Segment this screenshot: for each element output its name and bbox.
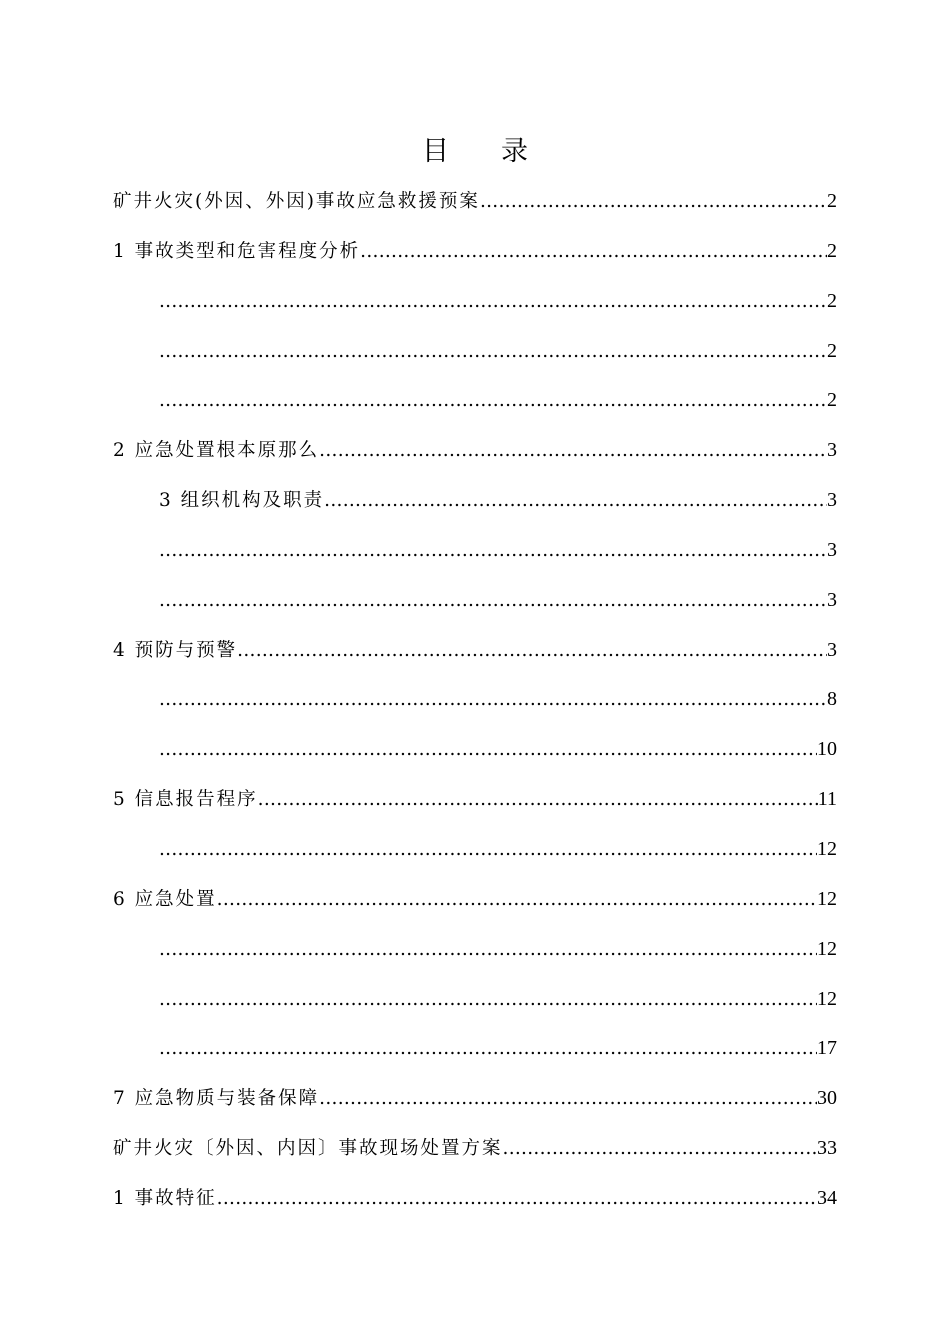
- toc-entry-label: 5 信息报告程序: [113, 789, 258, 811]
- toc-entry-page: 30: [817, 1087, 837, 1110]
- toc-dot-leader: [159, 682, 827, 718]
- toc-entry-label: 矿井火灾(外因、外因)事故应急救援预案: [113, 191, 480, 212]
- toc-entry-label: 7 应急物质与装备保障: [113, 1088, 320, 1110]
- toc-dot-leader: [159, 982, 817, 1018]
- toc-entry-page: 8: [827, 688, 837, 711]
- toc-entry[interactable]: [113, 432, 837, 482]
- toc-entry-page: 2: [827, 239, 837, 262]
- toc-entry-page: 3: [827, 538, 837, 561]
- toc-entry[interactable]: [113, 831, 837, 881]
- toc-entry-page: 12: [817, 887, 837, 910]
- toc-dot-leader: [217, 882, 817, 918]
- toc-entry-page: 3: [827, 638, 837, 661]
- toc-entry-page: 10: [817, 738, 837, 761]
- toc-dot-leader: [159, 1031, 817, 1067]
- toc-dot-leader: [237, 633, 827, 669]
- toc-entry[interactable]: [113, 632, 837, 682]
- toc-entry-page: 11: [817, 788, 837, 811]
- toc-dot-leader: [159, 334, 827, 370]
- toc-dot-leader: [159, 832, 817, 868]
- toc-entry-label: 4 预防与预警: [113, 639, 238, 661]
- toc-entry-label: 6 应急处置: [113, 888, 217, 910]
- toc-entry[interactable]: [113, 333, 837, 383]
- toc-entry-page: 12: [817, 937, 837, 960]
- toc-list: [113, 183, 837, 1230]
- toc-entry-label: 3 组织机构及职责: [159, 490, 325, 512]
- toc-entry-page: 2: [827, 190, 837, 212]
- toc-entry-page: 12: [817, 987, 837, 1010]
- toc-entry[interactable]: [113, 881, 837, 931]
- toc-entry-page: 3: [827, 489, 837, 512]
- toc-entry[interactable]: [113, 731, 837, 781]
- toc-dot-leader: [480, 184, 827, 220]
- toc-entry-page: 33: [817, 1137, 837, 1160]
- toc-dot-leader: [319, 433, 827, 469]
- toc-entry[interactable]: [113, 1130, 837, 1180]
- toc-entry[interactable]: [113, 382, 837, 432]
- toc-entry-page: 2: [827, 289, 837, 312]
- toc-dot-leader: [258, 782, 818, 818]
- toc-title: 目录: [422, 136, 580, 167]
- toc-dot-leader: [217, 1181, 817, 1217]
- toc-entry-label: 1 事故特征: [113, 1187, 217, 1209]
- toc-entry[interactable]: [113, 781, 837, 831]
- toc-entry-page: 2: [827, 339, 837, 362]
- toc-entry[interactable]: [113, 183, 837, 233]
- toc-entry[interactable]: [113, 981, 837, 1031]
- toc-dot-leader: [319, 1081, 817, 1117]
- toc-entry-label: 矿井火灾〔外因、内因〕事故现场处置方案: [113, 1138, 503, 1160]
- toc-entry[interactable]: [113, 482, 837, 532]
- toc-dot-leader: [159, 383, 827, 419]
- toc-entry-label: 1 事故类型和危害程度分析: [113, 240, 361, 262]
- toc-entry[interactable]: [113, 233, 837, 283]
- toc-entry-page: 34: [817, 1186, 837, 1209]
- toc-entry[interactable]: [113, 1030, 837, 1080]
- toc-entry-page: 3: [827, 588, 837, 611]
- toc-entry[interactable]: [113, 283, 837, 333]
- toc-entry-page: 2: [827, 389, 837, 412]
- toc-entry-page: 3: [827, 439, 837, 462]
- toc-dot-leader: [159, 932, 817, 968]
- toc-entry[interactable]: [113, 532, 837, 582]
- toc-entry-page: 17: [817, 1037, 837, 1060]
- toc-entry[interactable]: [113, 1180, 837, 1230]
- toc-dot-leader: [159, 732, 817, 768]
- toc-dot-leader: [159, 583, 827, 619]
- toc-dot-leader: [159, 533, 827, 569]
- toc-entry[interactable]: [113, 582, 837, 632]
- toc-entry[interactable]: [113, 931, 837, 981]
- toc-entry[interactable]: [113, 681, 837, 731]
- toc-dot-leader: [324, 483, 827, 519]
- toc-entry-label: 2 应急处置根本原那么: [113, 440, 320, 462]
- toc-entry[interactable]: [113, 1080, 837, 1130]
- toc-dot-leader: [360, 234, 827, 270]
- toc-entry-page: 12: [817, 837, 837, 860]
- toc-dot-leader: [159, 284, 827, 320]
- toc-dot-leader: [503, 1131, 817, 1167]
